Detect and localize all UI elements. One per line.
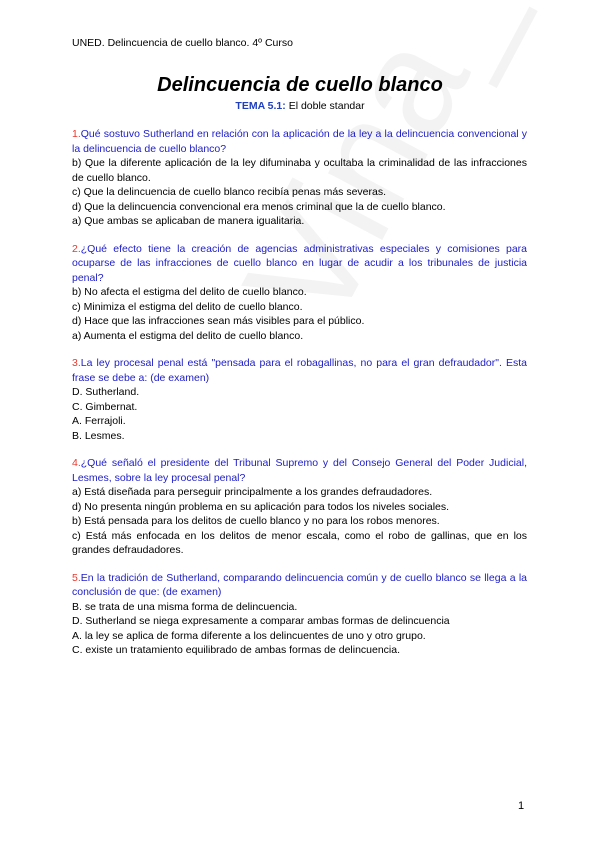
question-body: En la tradición de Sutherland, comparando delincuencia común y de cuello blanco se llega a la conclusión de que: (de examen) xyxy=(72,571,527,598)
question-body: ¿Qué señaló el presidente del Tribunal Supremo y del Consejo General del Poder Judicial, Lesmes, sobre la ley procesal penal? xyxy=(72,457,527,484)
answer-option: b) Está pensada para los delitos de cuello blanco y no para los robos menores. xyxy=(72,515,440,527)
answer-option: B. se trata de una misma forma de delincuencia. xyxy=(72,600,298,613)
question-2 xyxy=(72,242,527,344)
question-5 xyxy=(72,571,527,658)
question-4 xyxy=(72,456,527,558)
question-number: 3. xyxy=(72,357,81,369)
answer-option: d) Hace que las infracciones sean más visibles para el público. xyxy=(72,315,365,327)
topic-name: El doble standar xyxy=(285,100,365,112)
answer-option: A. la ley se aplica de forma diferente a los delincuentes de uno y otro grupo. xyxy=(72,629,426,642)
answer-option: d) Que la delincuencia convencional era menos criminal que la de cuello blanco. xyxy=(72,200,446,213)
question-text xyxy=(72,456,527,485)
page-number: 1 xyxy=(518,800,525,812)
question-body: La ley procesal penal está "pensada para el robagallinas, no para el gran defraudador". Esta frase se debe a: (de examen) xyxy=(72,357,527,384)
answer-option: c) Minimiza el estigma del delito de cuello blanco. xyxy=(72,300,303,313)
document-subtitle xyxy=(0,100,600,112)
document-title: Delincuencia de cuello blanco xyxy=(157,74,443,96)
question-text xyxy=(72,127,527,156)
answer-option: a) Aumenta el estigma del delito de cuello blanco. xyxy=(72,329,304,342)
question-number: 5. xyxy=(72,571,81,584)
question-number: 4. xyxy=(72,457,81,469)
answer-option: b) No afecta el estigma del delito de cuello blanco. xyxy=(72,286,307,298)
question-1 xyxy=(72,127,527,229)
topic-label: TEMA 5.1: xyxy=(235,100,286,112)
question-body: ¿Qué efecto tiene la creación de agencias administrativas especiales y comisiones para ocuparse de las infracciones de cuello blanco en lugar de acudir a los tribunales de justicia penal? xyxy=(72,242,527,284)
answer-option: D. Sutherland. xyxy=(72,386,140,398)
question-text xyxy=(72,571,527,600)
answer-option: C. existe un tratamiento equilibrado de ambas formas de delincuencia. xyxy=(72,644,401,656)
question-3 xyxy=(72,356,527,443)
answer-option: c) Que la delincuencia de cuello blanco recibía penas más severas. xyxy=(72,186,387,198)
question-text xyxy=(72,242,527,286)
answer-option: d) No presenta ningún problema en su aplicación para todos los niveles sociales. xyxy=(72,500,450,513)
question-text xyxy=(72,356,527,385)
answer-option: a) Está diseñada para perseguir principalmente a los grandes defraudadores. xyxy=(72,486,433,498)
answer-option: a) Que ambas se aplicaban de manera igualitaria. xyxy=(72,215,305,227)
answer-option: A. Ferrajoli. xyxy=(72,415,126,427)
answer-option: D. Sutherland se niega expresamente a comparar ambas formas de delincuencia xyxy=(72,615,450,627)
question-number: 1. xyxy=(72,128,81,140)
question-body: Qué sostuvo Sutherland en relación con la aplicación de la ley a la delincuencia convencional y la delincuencia de cuello blanco? xyxy=(72,128,527,155)
answer-option: C. Gimbernat. xyxy=(72,400,138,413)
document-header: UNED. Delincuencia de cuello blanco. 4º Curso xyxy=(72,37,293,49)
answer-option: B. Lesmes. xyxy=(72,429,125,442)
answer-option: c) Está más enfocada en los delitos de menor escala, como el robo de gallinas, que en los grandes defraudadores. xyxy=(72,529,527,556)
question-list xyxy=(72,127,527,671)
answer-option: b) Que la diferente aplicación de la ley difuminaba y ocultaba la criminalidad de las infracciones de cuello blanco. xyxy=(72,157,527,184)
question-number: 2. xyxy=(72,242,81,255)
